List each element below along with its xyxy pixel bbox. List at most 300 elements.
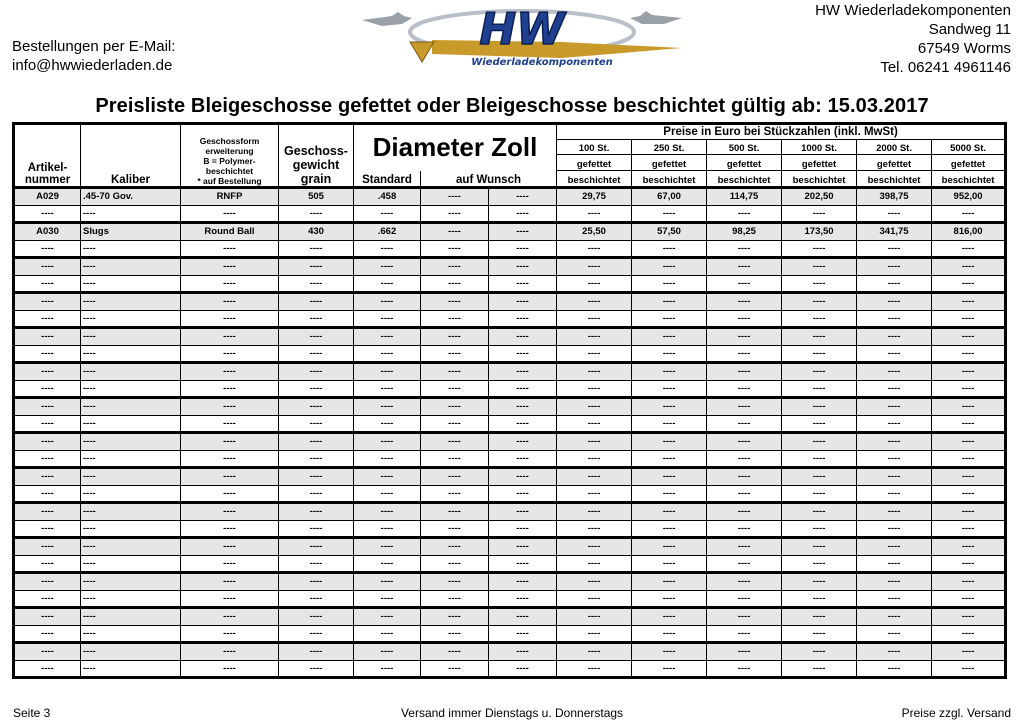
cell-price-100: ---- [557,363,632,381]
cell-price-100: ---- [557,660,632,678]
cell-price-2000: ---- [857,328,932,346]
table-row [14,380,1006,398]
cell-kaliber: ---- [81,328,181,346]
cell-price-100: ---- [557,433,632,451]
cell-kaliber: ---- [81,608,181,626]
cell-gewicht: ---- [279,485,354,503]
cell-gewicht: ---- [279,328,354,346]
cell-price-2000: ---- [857,573,932,591]
col-form-line4: beschichtet [205,166,254,176]
cell-kaliber: ---- [81,590,181,608]
cell-price-250: ---- [632,485,707,503]
cell-price-500: ---- [707,258,782,276]
cell-diameter-wunsch-2: ---- [489,415,557,433]
cell-artikel: ---- [14,345,81,363]
cell-diameter-wunsch-2: ---- [489,223,557,241]
cell-price-5000: ---- [932,520,1006,538]
table-row [14,293,1006,311]
cell-kaliber: ---- [81,293,181,311]
cell-gewicht: ---- [279,380,354,398]
qty-100: 100 St. [557,140,632,155]
cell-geschossform: ---- [181,345,279,363]
cell-price-100: ---- [557,450,632,468]
cell-diameter-standard: ---- [354,240,421,258]
cell-diameter-wunsch-1: ---- [421,538,489,556]
cell-artikel: ---- [14,590,81,608]
cell-artikel: ---- [14,328,81,346]
cell-price-2000: ---- [857,485,932,503]
col-wunsch: auf Wunsch [421,171,557,188]
cell-price-500: ---- [707,205,782,223]
cell-price-5000: ---- [932,433,1006,451]
cell-geschossform: ---- [181,660,279,678]
cell-gewicht: ---- [279,450,354,468]
cell-price-2000: ---- [857,415,932,433]
col-gewicht-line3: grain [300,172,332,186]
cell-price-500: ---- [707,538,782,556]
cell-price-2000: ---- [857,345,932,363]
cell-price-250: ---- [632,363,707,381]
cell-price-500: ---- [707,398,782,416]
cell-diameter-wunsch-2: ---- [489,258,557,276]
cell-diameter-wunsch-1: ---- [421,328,489,346]
col-form-line3: B = Polymer- [203,156,256,166]
cell-price-250: ---- [632,310,707,328]
cell-price-100: 29,75 [557,188,632,206]
cell-diameter-wunsch-2: ---- [489,643,557,661]
table-row [14,205,1006,223]
cell-price-1000: ---- [782,363,857,381]
table-row [14,468,1006,486]
table-row [14,608,1006,626]
cell-geschossform: ---- [181,415,279,433]
cell-kaliber: ---- [81,205,181,223]
cell-gewicht: ---- [279,538,354,556]
cell-gewicht: ---- [279,643,354,661]
cell-kaliber: ---- [81,625,181,643]
cell-price-100: ---- [557,275,632,293]
cell-diameter-standard: ---- [354,415,421,433]
table-row [14,188,1006,206]
cell-diameter-wunsch-2: ---- [489,538,557,556]
cell-price-1000: ---- [782,345,857,363]
cell-price-500: ---- [707,625,782,643]
table-row [14,555,1006,573]
cell-diameter-standard: ---- [354,608,421,626]
cell-gewicht: 505 [279,188,354,206]
cell-price-250: ---- [632,468,707,486]
cell-diameter-wunsch-1: ---- [421,520,489,538]
cell-diameter-standard: ---- [354,275,421,293]
cell-gewicht: 430 [279,223,354,241]
company-street: Sandweg 11 [928,21,1011,38]
cell-price-1000: ---- [782,520,857,538]
price-table [12,122,1007,679]
col-standard: Standard [354,171,421,188]
cell-price-100: 25,50 [557,223,632,241]
cell-diameter-wunsch-1: ---- [421,660,489,678]
cell-price-1000: ---- [782,398,857,416]
cell-price-100: ---- [557,520,632,538]
cell-price-250: ---- [632,205,707,223]
cell-geschossform: Round Ball [181,223,279,241]
cell-price-100: ---- [557,573,632,591]
cell-kaliber: ---- [81,258,181,276]
cell-price-5000: ---- [932,468,1006,486]
cell-gewicht: ---- [279,468,354,486]
price-table-body [14,188,1006,678]
cell-price-500: ---- [707,643,782,661]
cell-artikel: ---- [14,608,81,626]
col-artikel-line1: Artikel- [27,162,68,174]
cell-price-2000: ---- [857,398,932,416]
cell-geschossform: ---- [181,205,279,223]
cell-price-2000: ---- [857,205,932,223]
cell-gewicht: ---- [279,520,354,538]
cell-artikel: ---- [14,380,81,398]
cell-diameter-wunsch-1: ---- [421,625,489,643]
cell-price-250: ---- [632,538,707,556]
cell-gewicht: ---- [279,625,354,643]
cell-diameter-wunsch-1: ---- [421,398,489,416]
cell-price-500: ---- [707,345,782,363]
cell-diameter-wunsch-1: ---- [421,205,489,223]
cell-price-2000: ---- [857,643,932,661]
cell-diameter-wunsch-2: ---- [489,328,557,346]
qty-250: 250 St. [632,140,707,155]
cell-price-1000: ---- [782,310,857,328]
cell-kaliber: ---- [81,468,181,486]
cell-geschossform: ---- [181,625,279,643]
cell-price-500: ---- [707,520,782,538]
cell-price-1000: ---- [782,485,857,503]
beschichtet-2000: beschichtet [857,171,932,188]
cell-kaliber: ---- [81,485,181,503]
cell-gewicht: ---- [279,433,354,451]
table-row [14,258,1006,276]
cell-gewicht: ---- [279,573,354,591]
cell-price-100: ---- [557,310,632,328]
cell-geschossform: ---- [181,450,279,468]
cell-geschossform: ---- [181,328,279,346]
table-row [14,450,1006,468]
cell-price-1000: ---- [782,450,857,468]
cell-geschossform: ---- [181,538,279,556]
cell-price-500: ---- [707,608,782,626]
cell-artikel: ---- [14,555,81,573]
cell-price-100: ---- [557,345,632,363]
cell-price-2000: ---- [857,608,932,626]
cell-diameter-standard: ---- [354,380,421,398]
cell-price-2000: ---- [857,660,932,678]
cell-kaliber: ---- [81,573,181,591]
cell-price-500: ---- [707,363,782,381]
table-row [14,660,1006,678]
table-row [14,643,1006,661]
cell-diameter-wunsch-1: ---- [421,590,489,608]
cell-price-5000: ---- [932,258,1006,276]
cell-kaliber: ---- [81,450,181,468]
cell-price-1000: ---- [782,643,857,661]
cell-gewicht: ---- [279,205,354,223]
cell-price-500: ---- [707,415,782,433]
cell-price-1000: ---- [782,660,857,678]
cell-price-2000: 398,75 [857,188,932,206]
cell-price-1000: ---- [782,433,857,451]
cell-price-100: ---- [557,625,632,643]
col-form-line2: erweiterung [205,146,254,156]
cell-price-250: ---- [632,608,707,626]
cell-geschossform: ---- [181,573,279,591]
cell-price-500: ---- [707,485,782,503]
cell-price-5000: ---- [932,555,1006,573]
cell-diameter-wunsch-1: ---- [421,485,489,503]
cell-price-250: ---- [632,258,707,276]
cell-gewicht: ---- [279,503,354,521]
gefettet-250: gefettet [632,155,707,171]
cell-geschossform: ---- [181,380,279,398]
table-row [14,398,1006,416]
cell-diameter-standard: ---- [354,643,421,661]
cell-price-1000: ---- [782,258,857,276]
hw-logo-graphic [352,2,687,70]
table-row [14,573,1006,591]
qty-500: 500 St. [707,140,782,155]
cell-price-500: ---- [707,660,782,678]
cell-kaliber: ---- [81,398,181,416]
cell-gewicht: ---- [279,310,354,328]
cell-price-2000: ---- [857,468,932,486]
cell-diameter-wunsch-1: ---- [421,433,489,451]
cell-diameter-wunsch-2: ---- [489,450,557,468]
cell-artikel: ---- [14,450,81,468]
cell-price-5000: ---- [932,345,1006,363]
cell-price-500: ---- [707,328,782,346]
cell-price-100: ---- [557,608,632,626]
table-row [14,345,1006,363]
cell-price-250: ---- [632,590,707,608]
beschichtet-250: beschichtet [632,171,707,188]
beschichtet-5000: beschichtet [932,171,1006,188]
cell-diameter-standard: ---- [354,205,421,223]
gefettet-2000: gefettet [857,155,932,171]
cell-geschossform: ---- [181,485,279,503]
cell-price-5000: ---- [932,310,1006,328]
order-label: Bestellungen per E-Mail: [12,38,176,55]
cell-kaliber: ---- [81,240,181,258]
cell-price-100: ---- [557,643,632,661]
cell-price-5000: ---- [932,590,1006,608]
cell-artikel: ---- [14,398,81,416]
cell-price-2000: ---- [857,590,932,608]
qty-1000: 1000 St. [782,140,857,155]
cell-diameter-standard: ---- [354,258,421,276]
cell-price-5000: 952,00 [932,188,1006,206]
cell-diameter-wunsch-2: ---- [489,625,557,643]
cell-kaliber: ---- [81,643,181,661]
cell-price-250: ---- [632,415,707,433]
cell-price-500: ---- [707,450,782,468]
cell-gewicht: ---- [279,608,354,626]
cell-price-1000: ---- [782,240,857,258]
company-address [815,1,1011,77]
col-form-line5: * auf Bestellung [197,176,262,186]
cell-price-250: ---- [632,398,707,416]
cell-diameter-wunsch-1: ---- [421,573,489,591]
beschichtet-500: beschichtet [707,171,782,188]
cell-price-500: ---- [707,275,782,293]
cell-diameter-wunsch-1: ---- [421,240,489,258]
cell-geschossform: ---- [181,643,279,661]
cell-diameter-standard: ---- [354,293,421,311]
cell-price-100: ---- [557,485,632,503]
cell-geschossform: ---- [181,240,279,258]
cell-geschossform: ---- [181,275,279,293]
col-artikel [14,124,81,188]
cell-diameter-wunsch-1: ---- [421,188,489,206]
cell-diameter-wunsch-1: ---- [421,468,489,486]
order-email[interactable]: info@hwwiederladen.de [12,57,173,74]
cell-price-1000: ---- [782,625,857,643]
cell-price-500: 98,25 [707,223,782,241]
cell-artikel: A030 [14,223,81,241]
cell-kaliber: ---- [81,363,181,381]
cell-price-1000: ---- [782,275,857,293]
cell-price-250: ---- [632,293,707,311]
cell-diameter-wunsch-2: ---- [489,555,557,573]
cell-artikel: ---- [14,240,81,258]
cell-diameter-standard: ---- [354,398,421,416]
cell-kaliber: .45-70 Gov. [81,188,181,206]
cell-price-500: ---- [707,310,782,328]
cell-price-500: ---- [707,590,782,608]
cell-kaliber: ---- [81,660,181,678]
cell-diameter-wunsch-2: ---- [489,398,557,416]
cell-gewicht: ---- [279,363,354,381]
cell-price-5000: ---- [932,643,1006,661]
cell-diameter-wunsch-2: ---- [489,660,557,678]
cell-diameter-standard: ---- [354,503,421,521]
table-row [14,328,1006,346]
cell-diameter-wunsch-2: ---- [489,590,557,608]
cell-price-5000: ---- [932,538,1006,556]
cell-gewicht: ---- [279,275,354,293]
cell-price-2000: ---- [857,240,932,258]
col-gewicht-line1: Geschoss- [284,144,348,158]
cell-gewicht: ---- [279,240,354,258]
cell-price-2000: ---- [857,310,932,328]
table-row [14,485,1006,503]
cell-artikel: ---- [14,415,81,433]
gefettet-500: gefettet [707,155,782,171]
cell-diameter-wunsch-1: ---- [421,503,489,521]
cell-price-1000: ---- [782,590,857,608]
cell-price-250: ---- [632,555,707,573]
cell-gewicht: ---- [279,345,354,363]
cell-price-500: ---- [707,293,782,311]
cell-price-5000: ---- [932,573,1006,591]
cell-price-5000: ---- [932,240,1006,258]
cell-geschossform: ---- [181,503,279,521]
qty-5000: 5000 St. [932,140,1006,155]
cell-price-250: ---- [632,520,707,538]
cell-diameter-standard: ---- [354,625,421,643]
cell-price-2000: ---- [857,520,932,538]
table-row [14,363,1006,381]
cell-price-250: ---- [632,450,707,468]
gefettet-1000: gefettet [782,155,857,171]
table-row [14,625,1006,643]
cell-diameter-standard: ---- [354,538,421,556]
page-title: Preisliste Bleigeschosse gefettet oder Bleigeschosse beschichtet gültig ab: 15.03.2017 [95,95,929,117]
cell-price-100: ---- [557,468,632,486]
cell-price-2000: ---- [857,433,932,451]
cell-diameter-standard: .458 [354,188,421,206]
cell-price-500: ---- [707,555,782,573]
col-geschossform [181,124,279,188]
cell-price-250: ---- [632,345,707,363]
col-kaliber: Kaliber [81,124,181,188]
company-name: HW Wiederladekomponenten [815,2,1011,19]
cell-price-5000: ---- [932,380,1006,398]
cell-diameter-wunsch-1: ---- [421,275,489,293]
col-preise: Preise in Euro bei Stückzahlen (inkl. MwSt) [557,124,1006,140]
cell-kaliber: ---- [81,538,181,556]
cell-artikel: ---- [14,485,81,503]
cell-artikel: ---- [14,468,81,486]
cell-diameter-wunsch-2: ---- [489,345,557,363]
cell-diameter-wunsch-2: ---- [489,363,557,381]
cell-diameter-standard: ---- [354,573,421,591]
cell-kaliber: ---- [81,555,181,573]
cell-price-1000: ---- [782,608,857,626]
cell-price-250: 67,00 [632,188,707,206]
cell-price-100: ---- [557,538,632,556]
cell-price-100: ---- [557,240,632,258]
cell-diameter-wunsch-1: ---- [421,555,489,573]
cell-geschossform: ---- [181,468,279,486]
cell-price-1000: ---- [782,555,857,573]
table-row [14,590,1006,608]
cell-diameter-wunsch-2: ---- [489,608,557,626]
cell-artikel: ---- [14,363,81,381]
cell-diameter-standard: ---- [354,328,421,346]
cell-price-500: ---- [707,503,782,521]
col-form-line1: Geschossform [199,136,260,146]
company-logo [352,2,687,70]
cell-diameter-wunsch-2: ---- [489,380,557,398]
cell-kaliber: Slugs [81,223,181,241]
cell-price-250: ---- [632,643,707,661]
cell-geschossform: ---- [181,520,279,538]
cell-price-2000: ---- [857,503,932,521]
cell-price-5000: ---- [932,450,1006,468]
page-number: Seite 3 [13,706,51,720]
cell-price-2000: ---- [857,450,932,468]
cell-diameter-wunsch-2: ---- [489,188,557,206]
cell-diameter-wunsch-2: ---- [489,240,557,258]
cell-price-1000: ---- [782,573,857,591]
cell-price-2000: ---- [857,625,932,643]
cell-price-500: 114,75 [707,188,782,206]
cell-diameter-standard: .662 [354,223,421,241]
cell-price-1000: ---- [782,468,857,486]
cell-kaliber: ---- [81,310,181,328]
cell-price-5000: ---- [932,625,1006,643]
table-row [14,538,1006,556]
table-row [14,223,1006,241]
cell-price-100: ---- [557,328,632,346]
